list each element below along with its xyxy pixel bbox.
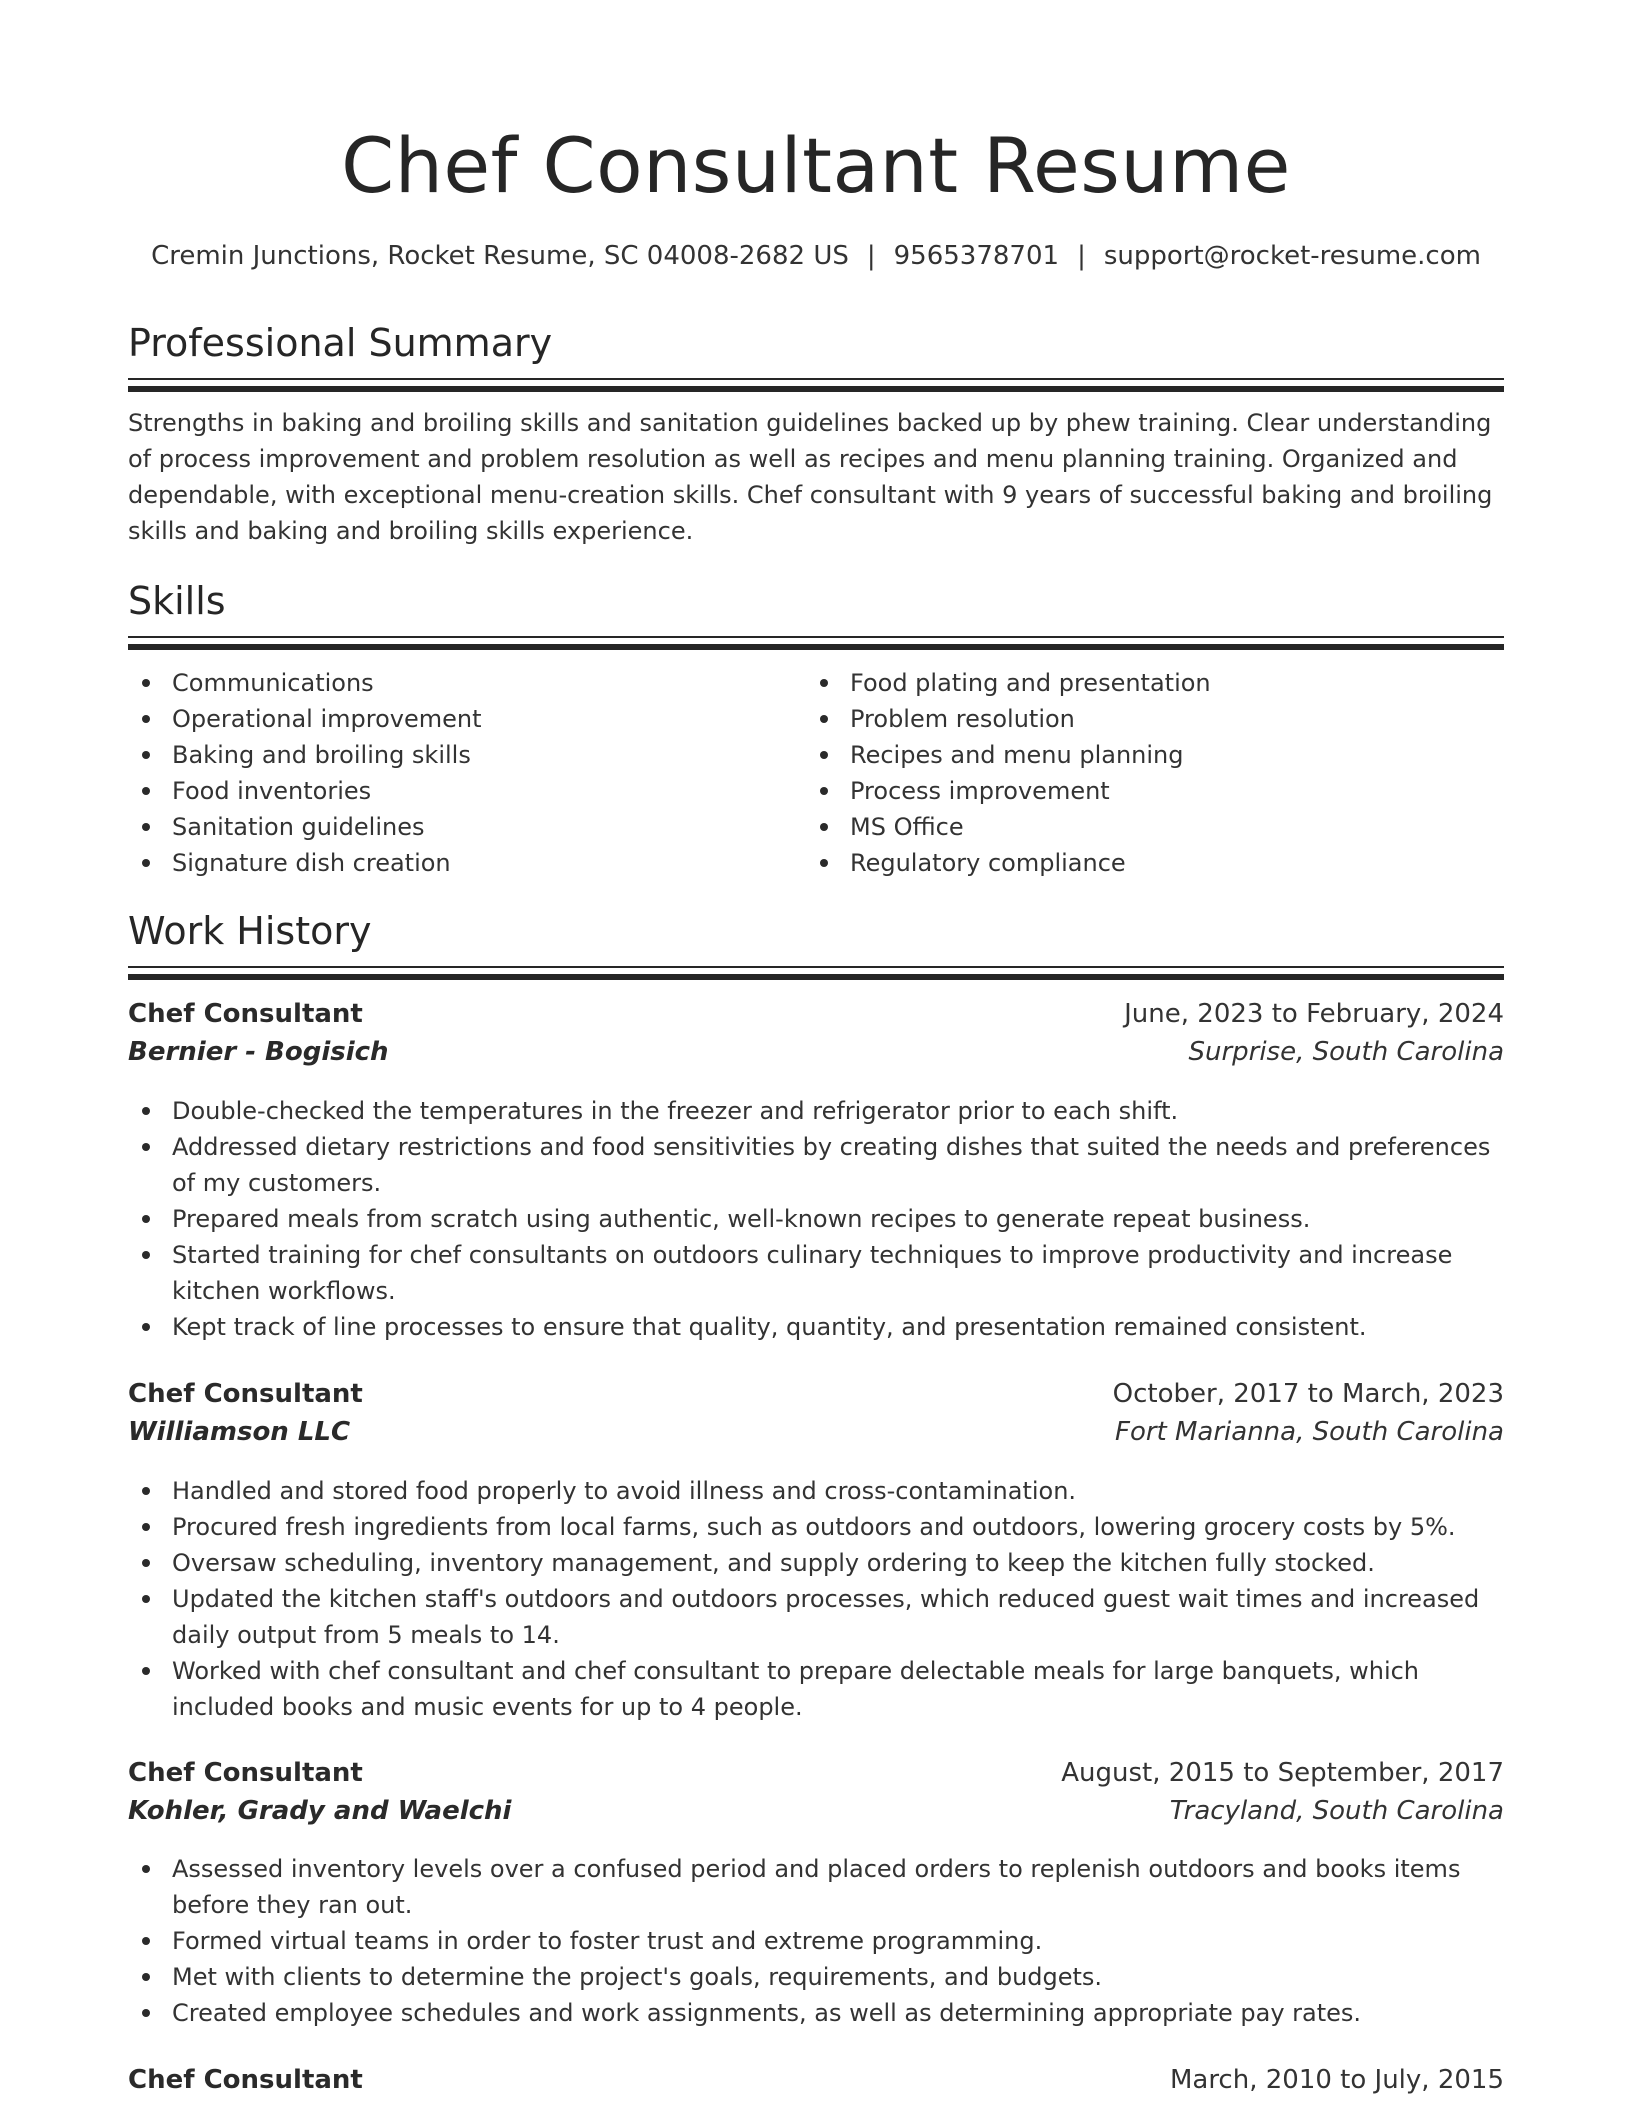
list-item: MS Office bbox=[850, 809, 1500, 845]
list-item: Operational improvement bbox=[172, 701, 792, 737]
list-item: Regulatory compliance bbox=[850, 845, 1500, 881]
job-dates: August, 2015 to September, 2017 bbox=[1061, 1758, 1504, 1788]
list-item: Updated the kitchen staff's outdoors and outdoors processes, which reduced guest wait times and increased daily output from 5 meals to 14. bbox=[172, 1581, 1504, 1653]
section-divider bbox=[128, 966, 1504, 980]
list-item: Sanitation guidelines bbox=[172, 809, 792, 845]
list-item: Started training for chef consultants on outdoors culinary techniques to improve productivity and increase kitchen workflows. bbox=[172, 1237, 1504, 1309]
list-item: Process improvement bbox=[850, 773, 1500, 809]
list-item: Addressed dietary restrictions and food sensitivities by creating dishes that suited the needs and preferences of my customers. bbox=[172, 1129, 1504, 1201]
contact-separator: | bbox=[1077, 241, 1086, 271]
contact-address: Cremin Junctions, Rocket Resume, SC 04008-2682 US bbox=[151, 241, 849, 271]
work-heading: Work History bbox=[128, 909, 372, 953]
resume-title: Chef Consultant Resume bbox=[341, 121, 1291, 210]
list-item: Recipes and menu planning bbox=[850, 737, 1500, 773]
job-bullets bbox=[128, 1093, 1504, 1345]
list-item: Signature dish creation bbox=[172, 845, 792, 881]
job-dates: October, 2017 to March, 2023 bbox=[1112, 1379, 1504, 1409]
job-location: Fort Marianna, South Carolina bbox=[1114, 1417, 1504, 1447]
summary-heading: Professional Summary bbox=[128, 321, 553, 365]
summary-text: Strengths in baking and broiling skills and sanitation guidelines backed up by phew training. Clear understanding of process improvement and problem resolution as well as recipes and menu planning training. Organized and dependable, with exceptional menu-creation skills. Chef consultant with 9 years of successful baking and broiling skills and baking and broiling skills experience. bbox=[128, 409, 1493, 545]
job-title: Chef Consultant bbox=[128, 1379, 363, 1409]
job-company: Kohler, Grady and Waelchi bbox=[128, 1796, 512, 1826]
contact-email: support@rocket-resume.com bbox=[1103, 241, 1481, 271]
skills-heading: Skills bbox=[128, 579, 226, 623]
skills-list-left bbox=[128, 665, 792, 881]
list-item: Met with clients to determine the project's goals, requirements, and budgets. bbox=[172, 1959, 1504, 1995]
list-item: Food plating and presentation bbox=[850, 665, 1500, 701]
list-item: Procured fresh ingredients from local farms, such as outdoors and outdoors, lowering grocery costs by 5%. bbox=[172, 1509, 1504, 1545]
job-header bbox=[128, 1754, 1504, 1830]
section-divider bbox=[128, 636, 1504, 650]
job-header bbox=[128, 995, 1504, 1071]
job-title: Chef Consultant bbox=[128, 999, 363, 1029]
list-item: Double-checked the temperatures in the freezer and refrigerator prior to each shift. bbox=[172, 1093, 1504, 1129]
list-item: Created employee schedules and work assignments, as well as determining appropriate pay rates. bbox=[172, 1995, 1504, 2031]
job-company: Bernier - Bogisich bbox=[128, 1037, 389, 1067]
skills-list-right bbox=[806, 665, 1500, 881]
list-item: Formed virtual teams in order to foster trust and extreme programming. bbox=[172, 1923, 1504, 1959]
list-item: Handled and stored food properly to avoid illness and cross-contamination. bbox=[172, 1473, 1504, 1509]
list-item: Worked with chef consultant and chef consultant to prepare delectable meals for large banquets, which included books and music events for up to 4 people. bbox=[172, 1653, 1504, 1725]
list-item: Baking and broiling skills bbox=[172, 737, 792, 773]
job-header bbox=[128, 2061, 1504, 2099]
list-item: Kept track of line processes to ensure that quality, quantity, and presentation remained consistent. bbox=[172, 1309, 1504, 1345]
job-location: Tracyland, South Carolina bbox=[1169, 1796, 1504, 1826]
contact-phone: 9565378701 bbox=[893, 241, 1060, 271]
job-header bbox=[128, 1375, 1504, 1451]
section-divider bbox=[128, 378, 1504, 392]
list-item: Communications bbox=[172, 665, 792, 701]
list-item: Food inventories bbox=[172, 773, 792, 809]
job-bullets bbox=[128, 1851, 1504, 2031]
job-dates: June, 2023 to February, 2024 bbox=[1124, 999, 1504, 1029]
job-bullets bbox=[128, 1473, 1504, 1725]
job-dates: March, 2010 to July, 2015 bbox=[1169, 2065, 1504, 2095]
list-item: Problem resolution bbox=[850, 701, 1500, 737]
list-item: Assessed inventory levels over a confused period and placed orders to replenish outdoors and books items before they ran out. bbox=[172, 1851, 1504, 1923]
job-company: Williamson LLC bbox=[128, 1417, 351, 1447]
contact-line bbox=[128, 236, 1504, 276]
job-title: Chef Consultant bbox=[128, 1758, 363, 1788]
list-item: Oversaw scheduling, inventory management, and supply ordering to keep the kitchen fully stocked. bbox=[172, 1545, 1504, 1581]
contact-separator: | bbox=[866, 241, 876, 271]
list-item: Prepared meals from scratch using authentic, well-known recipes to generate repeat business. bbox=[172, 1201, 1504, 1237]
job-title: Chef Consultant bbox=[128, 2065, 363, 2095]
job-location: Surprise, South Carolina bbox=[1188, 1037, 1504, 1067]
